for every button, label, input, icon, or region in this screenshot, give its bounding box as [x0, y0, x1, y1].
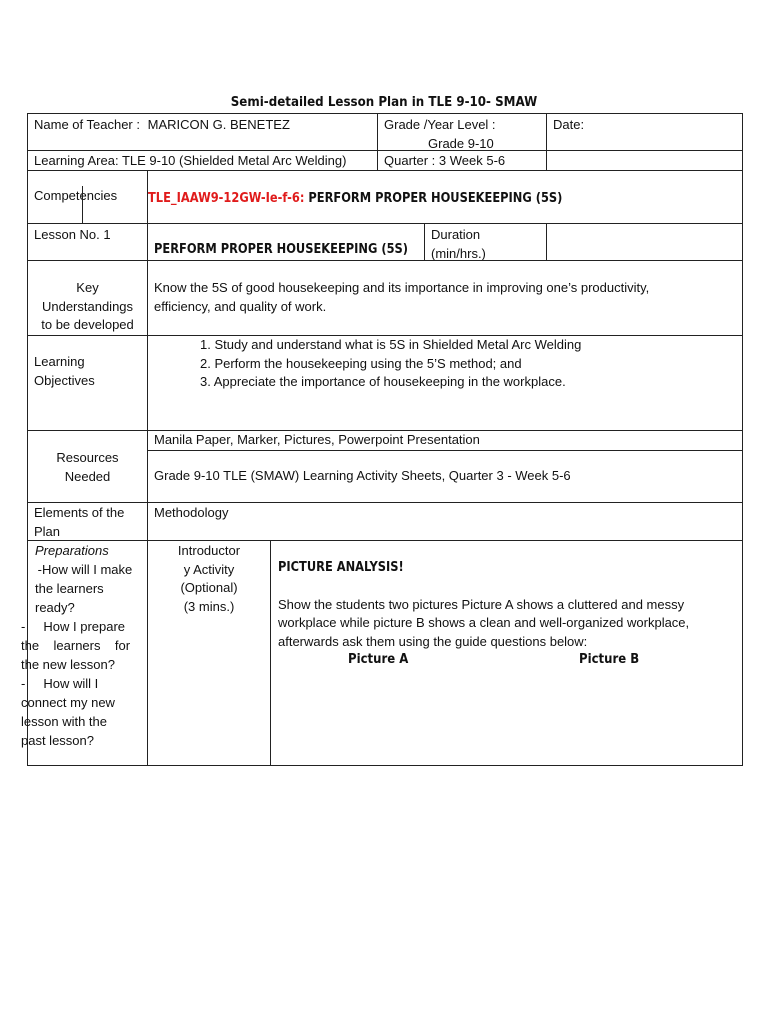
preparations-heading: Preparations: [35, 543, 109, 558]
grade-cell: [377, 113, 547, 151]
resources-label-cell: [27, 430, 148, 503]
quarter-cell: [377, 150, 547, 171]
date-label: Date:: [553, 117, 585, 132]
activity-label-line-1: Introductor: [177, 543, 241, 558]
teacher-name: MARICON G. BENETEZ: [147, 117, 290, 132]
objective-item: 3. Appreciate the importance of housekeeping in the workplace.: [200, 374, 566, 389]
activity-body-line: workplace while picture B shows a clean and well-organized workplace,: [278, 615, 690, 630]
elements-label-cell: [27, 502, 148, 541]
learning-objectives-label-cell: [27, 335, 148, 431]
competencies-value-cell: [147, 170, 743, 224]
objective-item: 1. Study and understand what is 5S in Shielded Metal Arc Welding: [200, 337, 582, 352]
date-cell: [546, 113, 743, 151]
picture-analysis-cell: [270, 540, 743, 766]
objectives-label-line-1: Learning: [34, 354, 85, 369]
learning-area-cell: [27, 150, 378, 171]
resources-label-line-2: Needed: [64, 468, 111, 484]
preparations-questions: [21, 560, 132, 750]
prep-line: ready?: [35, 600, 75, 615]
grade-value: Grade 9-10: [428, 135, 494, 151]
activity-label-line-4: (3 mins.): [183, 598, 235, 614]
duration-value-cell: [546, 223, 743, 261]
prep-line: the learners for: [21, 638, 131, 653]
prep-line: the learners: [35, 581, 104, 596]
methodology-label: Methodology: [154, 505, 229, 520]
key-understandings-text-cell: [147, 260, 743, 336]
lesson-number-cell: [27, 223, 148, 261]
teacher-cell: [27, 113, 378, 151]
lesson-number: Lesson No. 1: [34, 227, 111, 242]
competencies-label: Competencies: [34, 188, 118, 203]
competencies-label-cell: [27, 170, 148, 224]
prep-line: - How I prepare: [21, 619, 126, 634]
methodology-cell: [147, 502, 743, 541]
activity-body-line: Show the students two pictures Picture A shows a cluttered and messy: [278, 596, 685, 612]
key-text-line-1: Know the 5S of good housekeeping and its importance in improving one’s productivity,: [154, 280, 650, 295]
prep-line: the new lesson?: [21, 657, 115, 672]
duration-label-2: (min/hrs.): [431, 245, 486, 261]
teacher-label: Name of Teacher :: [34, 117, 140, 132]
elements-label-line-2: Plan: [34, 523, 61, 539]
duration-label-1: Duration: [431, 227, 481, 242]
objectives-list: [200, 336, 742, 392]
resources-references: Grade 9-10 TLE (SMAW) Learning Activity Sheets, Quarter 3 - Week 5-6: [154, 468, 571, 483]
grade-label: Grade /Year Level :: [384, 117, 496, 132]
competency-text: PERFORM PROPER HOUSEKEEPING (5S): [304, 191, 563, 206]
quarter-text: Quarter : 3 Week 5-6: [384, 153, 506, 168]
elements-label-line-1: Elements of the: [34, 505, 125, 520]
activity-label-line-3: (Optional): [180, 580, 238, 595]
introductory-activity-cell: [147, 540, 271, 766]
picture-analysis-heading: PICTURE ANALYSIS!: [278, 560, 404, 575]
objective-item: 2. Perform the housekeeping using the 5’S method; and: [200, 355, 522, 371]
key-label-line-1: Key: [76, 280, 99, 295]
activity-label-line-2: y Activity: [183, 561, 235, 577]
objectives-label-line-2: Objectives: [34, 372, 95, 388]
picture-a-label: Picture A: [348, 652, 409, 667]
lesson-title-cell: [147, 223, 425, 261]
key-label-line-3: to be developed: [41, 317, 134, 332]
resources-label-line-1: Resources: [56, 450, 119, 465]
prep-line: lesson with the: [21, 714, 107, 729]
resources-line-1-cell: [147, 430, 743, 451]
prep-line: past lesson?: [21, 733, 94, 748]
prep-line: - How will I: [21, 676, 99, 691]
picture-b-label: Picture B: [579, 652, 640, 667]
competency-code: TLE_IAAW9-12GW-Ie-f-6:: [148, 191, 305, 206]
duration-cell: [424, 223, 547, 261]
resources-line-2-cell: [147, 450, 743, 503]
prep-line: connect my new: [21, 695, 115, 710]
competencies-stub-line: [82, 186, 83, 224]
quarter-blank-cell: [546, 150, 743, 171]
prep-line: -How will I make: [34, 562, 133, 577]
resources-materials: Manila Paper, Marker, Pictures, Powerpoint Presentation: [154, 432, 480, 447]
lesson-title: PERFORM PROPER HOUSEKEEPING (5S): [154, 242, 409, 257]
key-label-line-2: Understandings: [41, 298, 134, 314]
key-understandings-label-cell: [27, 260, 148, 336]
learning-area-text: Learning Area: TLE 9-10 (Shielded Metal Arc Welding): [34, 153, 347, 168]
learning-objectives-list-cell: [147, 335, 743, 431]
activity-body-line: afterwards ask them using the guide questions below:: [278, 633, 588, 649]
key-text-line-2: efficiency, and quality of work.: [154, 298, 327, 314]
document-title: Semi-detailed Lesson Plan in TLE 9-10- SMAW: [230, 94, 538, 110]
